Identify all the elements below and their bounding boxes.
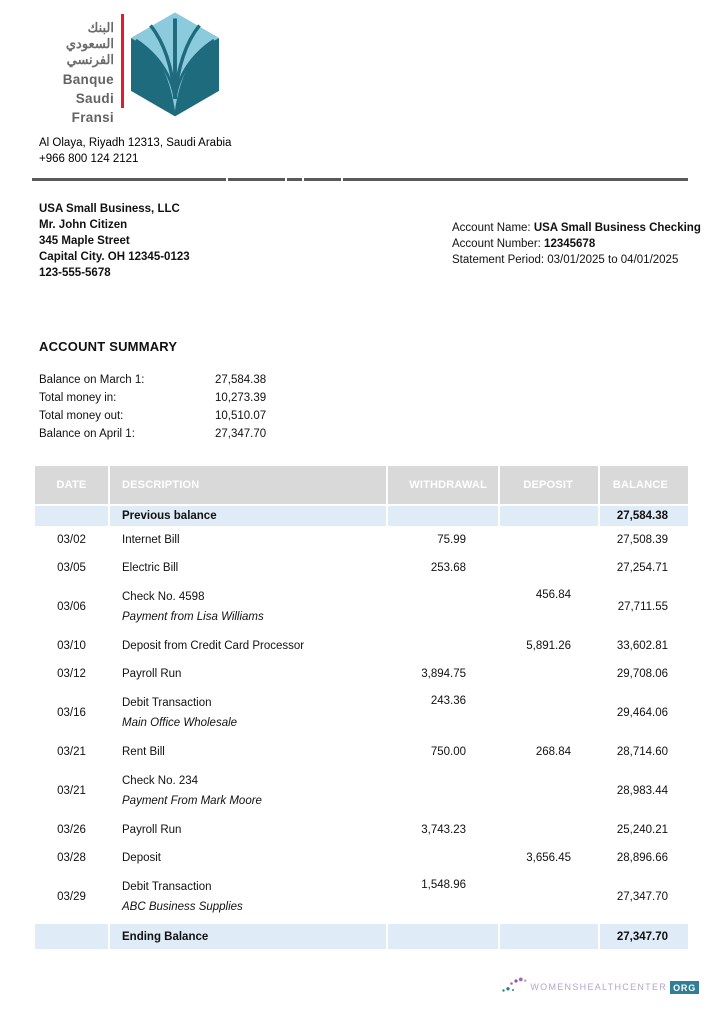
transaction-row: 03/02 Internet Bill 75.99 27,508.39 — [35, 526, 688, 554]
logo-red-rule — [121, 14, 124, 108]
ending-balance-value: 27,347.70 — [600, 924, 688, 949]
summary-value: 27,347.70 — [215, 428, 267, 440]
bank-name-block — [30, 12, 114, 125]
transaction-row: 03/16 Debit Transaction Main Office Wholesale 243.36 29,464.06 — [35, 688, 688, 738]
customer-contact: Mr. John Citizen — [39, 219, 128, 231]
transaction-row: 03/28 Deposit 3,656.45 28,896.66 — [35, 844, 688, 872]
bank-name-latin-line1: Banque — [62, 72, 114, 87]
statement-info-section — [39, 201, 720, 311]
transaction-row: 03/21 Rent Bill 750.00 268.84 28,714.60 — [35, 738, 688, 766]
transaction-row: 03/26 Payroll Run 3,743.23 25,240.21 — [35, 816, 688, 844]
customer-city: Capital City. OH 12345-0123 — [39, 251, 190, 263]
header-balance: BALANCE — [600, 466, 688, 504]
ending-balance-label: Ending Balance — [110, 924, 386, 949]
header-withdrawal: WITHDRAWAL — [388, 466, 498, 504]
statement-period-value: 03/01/2025 to 04/01/2025 — [547, 254, 679, 266]
bank-name-arabic-line1: البنك — [87, 20, 114, 35]
transaction-note: Main Office Wholesale — [122, 717, 238, 729]
transactions-header-row — [35, 466, 688, 504]
watermark-dots-icon — [501, 975, 528, 999]
bank-name-latin-line3: Fransi — [71, 110, 114, 125]
account-details-block — [452, 220, 701, 268]
summary-row: Balance on March 1: 27,584.38 — [39, 371, 720, 389]
header-description: DESCRIPTION — [110, 466, 386, 504]
bank-address-block — [39, 135, 720, 167]
bank-name-arabic-line2: السعودي — [65, 36, 114, 51]
customer-phone: 123-555-5678 — [39, 267, 111, 279]
summary-row: Total money out: 10,510.07 — [39, 407, 720, 425]
previous-balance-value: 27,584.38 — [600, 506, 688, 526]
bank-header — [30, 12, 720, 125]
bank-address-line: Al Olaya, Riyadh 12313, Saudi Arabia — [39, 137, 232, 149]
previous-balance-label: Previous balance — [110, 506, 386, 526]
watermark-text: WOMENSHEALTHCENTER — [530, 982, 668, 992]
watermark-org-badge: ORG — [670, 981, 699, 994]
summary-row: Balance on April 1: 27,347.70 — [39, 425, 720, 443]
bank-statement-page — [0, 12, 720, 1012]
transaction-note: Payment from Lisa Williams — [122, 611, 264, 623]
site-watermark — [501, 975, 699, 999]
transaction-row: 03/29 Debit Transaction ABC Business Supplies 1,548.96 27,347.70 — [35, 872, 688, 922]
transaction-row: 03/05 Electric Bill 253.68 27,254.71 — [35, 554, 688, 582]
transactions-table — [35, 466, 688, 949]
transaction-row: 03/12 Payroll Run 3,894.75 29,708.06 — [35, 660, 688, 688]
previous-balance-row — [35, 506, 688, 526]
transaction-note: ABC Business Supplies — [122, 901, 243, 913]
bank-name-latin-line2: Saudi — [75, 91, 114, 106]
account-name-value: USA Small Business Checking — [533, 222, 701, 234]
account-summary-title: ACCOUNT SUMMARY — [39, 339, 178, 354]
customer-street: 345 Maple Street — [39, 235, 130, 247]
account-summary-table — [39, 371, 720, 443]
account-number-value: 12345678 — [544, 238, 596, 250]
account-name-row: Account Name: USA Small Business Checking — [452, 222, 701, 234]
summary-value: 10,510.07 — [215, 410, 267, 422]
transaction-row: 03/21 Check No. 234 Payment From Mark Moore 28,983.44 — [35, 766, 688, 816]
summary-value: 10,273.39 — [215, 392, 267, 404]
transaction-row: 03/06 Check No. 4598 Payment from Lisa Williams 456.84 27,711.55 — [35, 582, 688, 632]
transaction-row: 03/10 Deposit from Credit Card Processor 5,891.26 33,602.81 — [35, 632, 688, 660]
header-divider — [32, 178, 688, 181]
bank-phone: +966 800 124 2121 — [39, 153, 139, 165]
transaction-note: Payment From Mark Moore — [122, 795, 262, 807]
bank-logo-icon — [131, 12, 219, 122]
customer-name: USA Small Business, LLC — [39, 203, 180, 215]
statement-period-row: Statement Period: 03/01/2025 to 04/01/2025 — [452, 254, 679, 266]
header-date: DATE — [35, 466, 108, 504]
account-number-row: Account Number: 12345678 — [452, 238, 596, 250]
header-deposit: DEPOSIT — [500, 466, 598, 504]
bank-name-arabic-line3: الفرنسي — [66, 52, 114, 67]
summary-value: 27,584.38 — [215, 374, 267, 386]
ending-balance-row — [35, 924, 688, 949]
summary-row: Total money in: 10,273.39 — [39, 389, 720, 407]
